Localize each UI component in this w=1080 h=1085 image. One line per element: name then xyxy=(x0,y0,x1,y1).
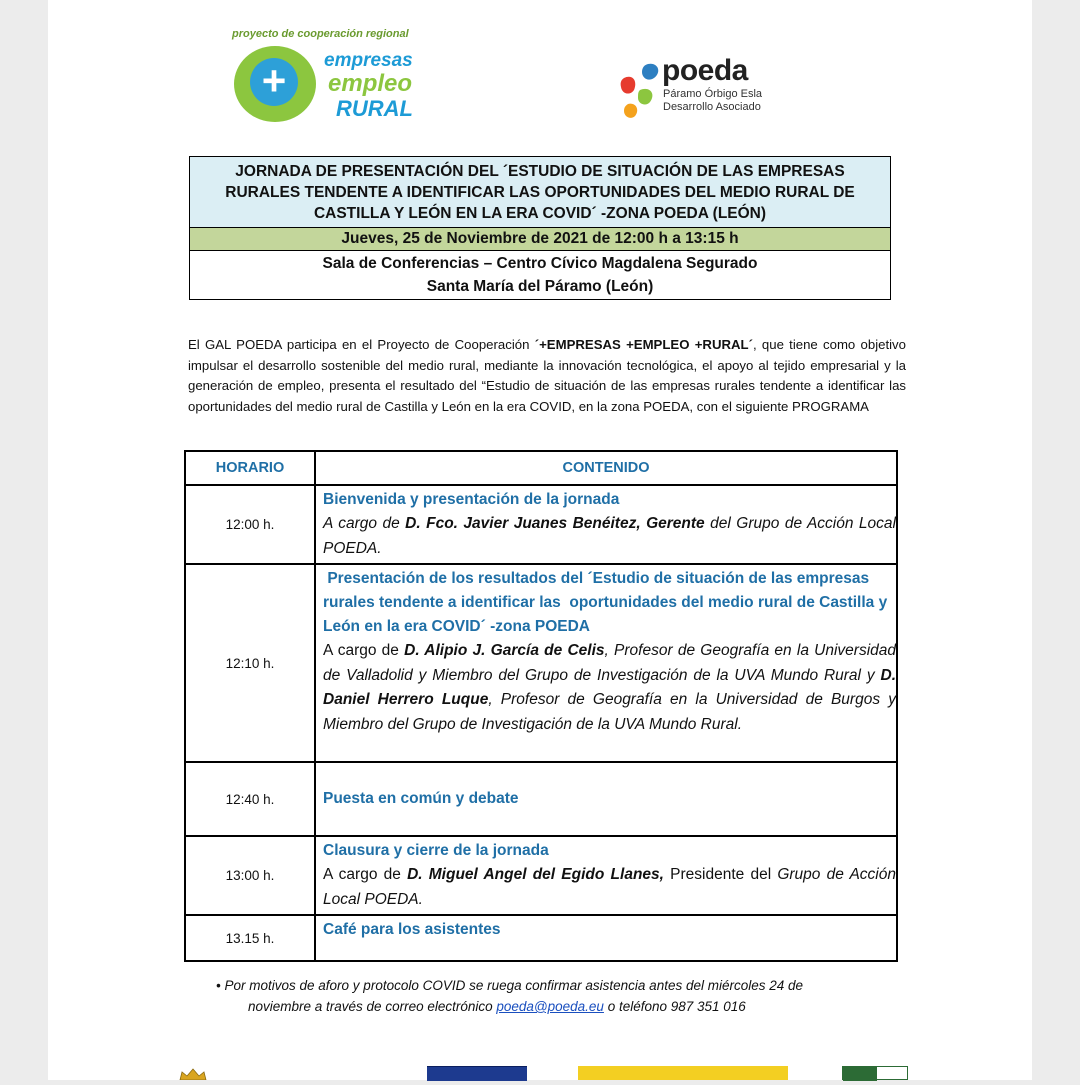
note-text: o teléfono 987 351 016 xyxy=(603,999,746,1014)
intro-paragraph xyxy=(188,335,906,417)
desc-text: A cargo de xyxy=(323,642,405,659)
empresas-empleo-rural-logo xyxy=(232,28,472,128)
table-header-row xyxy=(185,451,897,485)
bullet-icon: • xyxy=(216,978,221,993)
row-title: Presentación de los resultados del ´Estudio de situación de las empresas rurales tendente a identificar las oportunidades del medio rural de Castilla y León en la era COVID´ -zona POEDA xyxy=(323,570,892,635)
row-time: 13.15 h. xyxy=(185,915,315,961)
desc-text: A cargo de xyxy=(323,515,406,532)
logo-word-rural: RURAL xyxy=(336,96,413,121)
desc-text: , Profesor de Geografía en la Universidad de Valladolid y Miembro del Grupo de Investigación de la UVA Mundo Rural xyxy=(323,642,897,684)
table-row xyxy=(185,564,897,762)
speaker-name: D. Alipio J. García de Celis xyxy=(404,642,605,659)
row-description xyxy=(323,639,896,737)
table-row xyxy=(185,485,897,564)
row-title: Clausura y cierre de la jornada xyxy=(323,842,549,859)
event-title-box xyxy=(189,156,891,300)
poeda-name: poeda xyxy=(662,54,748,87)
row-time: 13:00 h. xyxy=(185,836,315,915)
poeda-subtitle-2: Desarrollo Asociado xyxy=(663,101,761,113)
logo-word-empleo: empleo xyxy=(328,70,413,97)
poeda-logo xyxy=(618,52,818,132)
table-row xyxy=(185,836,897,915)
row-time: 12:00 h. xyxy=(185,485,315,564)
row-content xyxy=(315,836,897,915)
row-time: 12:40 h. xyxy=(185,762,315,836)
attendance-note xyxy=(216,975,916,1017)
table-row xyxy=(185,915,897,961)
eu-flag-logo xyxy=(427,1066,527,1081)
row-time: 12:10 h. xyxy=(185,564,315,762)
event-place-line-2: Santa María del Páramo (León) xyxy=(426,278,654,295)
speaker-name: D. Daniel Herrero Luque xyxy=(323,666,896,708)
row-description xyxy=(323,863,896,912)
row-description xyxy=(323,512,896,561)
row-title: Bienvenida y presentación de la jornada xyxy=(323,491,620,508)
email-link[interactable]: poeda@poeda.eu xyxy=(496,999,604,1014)
plus-icon: + xyxy=(250,58,298,106)
row-content xyxy=(315,485,897,564)
yellow-logo-band xyxy=(578,1066,788,1080)
desc-text: , Profesor de Geografía en la Universidad de Burgos y Miembro del Grupo de Investigación de la UVA Mundo Rural. xyxy=(323,691,896,733)
desc-text: A cargo de xyxy=(323,866,408,883)
table-row xyxy=(185,762,897,836)
note-text: noviembre a través de correo electrónico xyxy=(248,999,497,1014)
speaker-name: D. Miguel Angel del Egido Llanes, xyxy=(407,866,664,883)
row-content xyxy=(315,564,897,762)
event-title-line-3: CASTILLA Y LEÓN EN LA ERA COVID´ -ZONA POEDA (LEÓN) xyxy=(313,205,767,222)
desc-text: del Grupo de Acción Local POEDA. xyxy=(323,515,896,557)
note-line-2 xyxy=(216,996,916,1017)
note-line-1 xyxy=(216,975,916,996)
speaker-name: D. Fco. Javier Juanes Benéitez, Gerente xyxy=(405,515,705,532)
row-title: Café para los asistentes xyxy=(323,921,501,938)
event-title-line-2: RURALES TENDENTE A IDENTIFICAR LAS OPORTUNIDADES DEL MEDIO RURAL DE xyxy=(225,184,855,201)
row-content xyxy=(315,915,897,961)
row-title: Puesta en común y debate xyxy=(323,790,519,807)
header-horario: HORARIO xyxy=(185,451,315,485)
logo-circle-icon xyxy=(234,46,316,122)
poeda-subtitle-1: Páramo Órbigo Esla xyxy=(663,88,763,100)
crown-emblem-icon xyxy=(178,1066,208,1080)
logo-tagline: proyecto de cooperación regional xyxy=(232,28,409,40)
event-place-line-1: Sala de Conferencias – Centro Cívico Magdalena Segurado xyxy=(322,255,758,272)
row-content xyxy=(315,762,897,836)
green-logo xyxy=(842,1066,908,1080)
document-page xyxy=(48,0,1032,1080)
event-place xyxy=(190,251,890,299)
header-contenido: CONTENIDO xyxy=(315,451,897,485)
note-text: Por motivos de aforo y protocolo COVID se ruega confirmar asistencia antes del miércoles 24 de xyxy=(224,978,804,993)
program-table xyxy=(184,450,898,962)
event-date: Jueves, 25 de Noviembre de 2021 de 12:00 h a 13:15 h xyxy=(190,228,890,251)
intro-project-name: ´+EMPRESAS +EMPLEO +RURAL´ xyxy=(534,337,753,352)
desc-text: y xyxy=(861,666,881,684)
intro-text-2: , que tiene como objetivo impulsar el desarrollo sostenible del medio rural, mediante la innovación tecnológica, el apoyo al tejido empresarial y la generación de empleo, presenta el resultado del “Estudio de situación de las empresas rurales tendente a identificar las oportunidades del medio rural de Castilla y León en la era COVID, en la zona POEDA, con el siguiente PROGRAMA xyxy=(188,337,906,414)
desc-text: Presidente del xyxy=(663,866,778,883)
poeda-mark-icon xyxy=(618,60,664,120)
event-title-line-1: JORNADA DE PRESENTACIÓN DEL ´ESTUDIO DE SITUACIÓN DE LAS EMPRESAS xyxy=(235,163,845,180)
desc-text: Grupo de Acción Local POEDA. xyxy=(323,866,896,908)
logo-word-empresas: empresas xyxy=(324,50,413,71)
intro-text-1: El GAL POEDA participa en el Proyecto de Cooperación xyxy=(188,337,535,352)
event-title xyxy=(190,157,890,228)
